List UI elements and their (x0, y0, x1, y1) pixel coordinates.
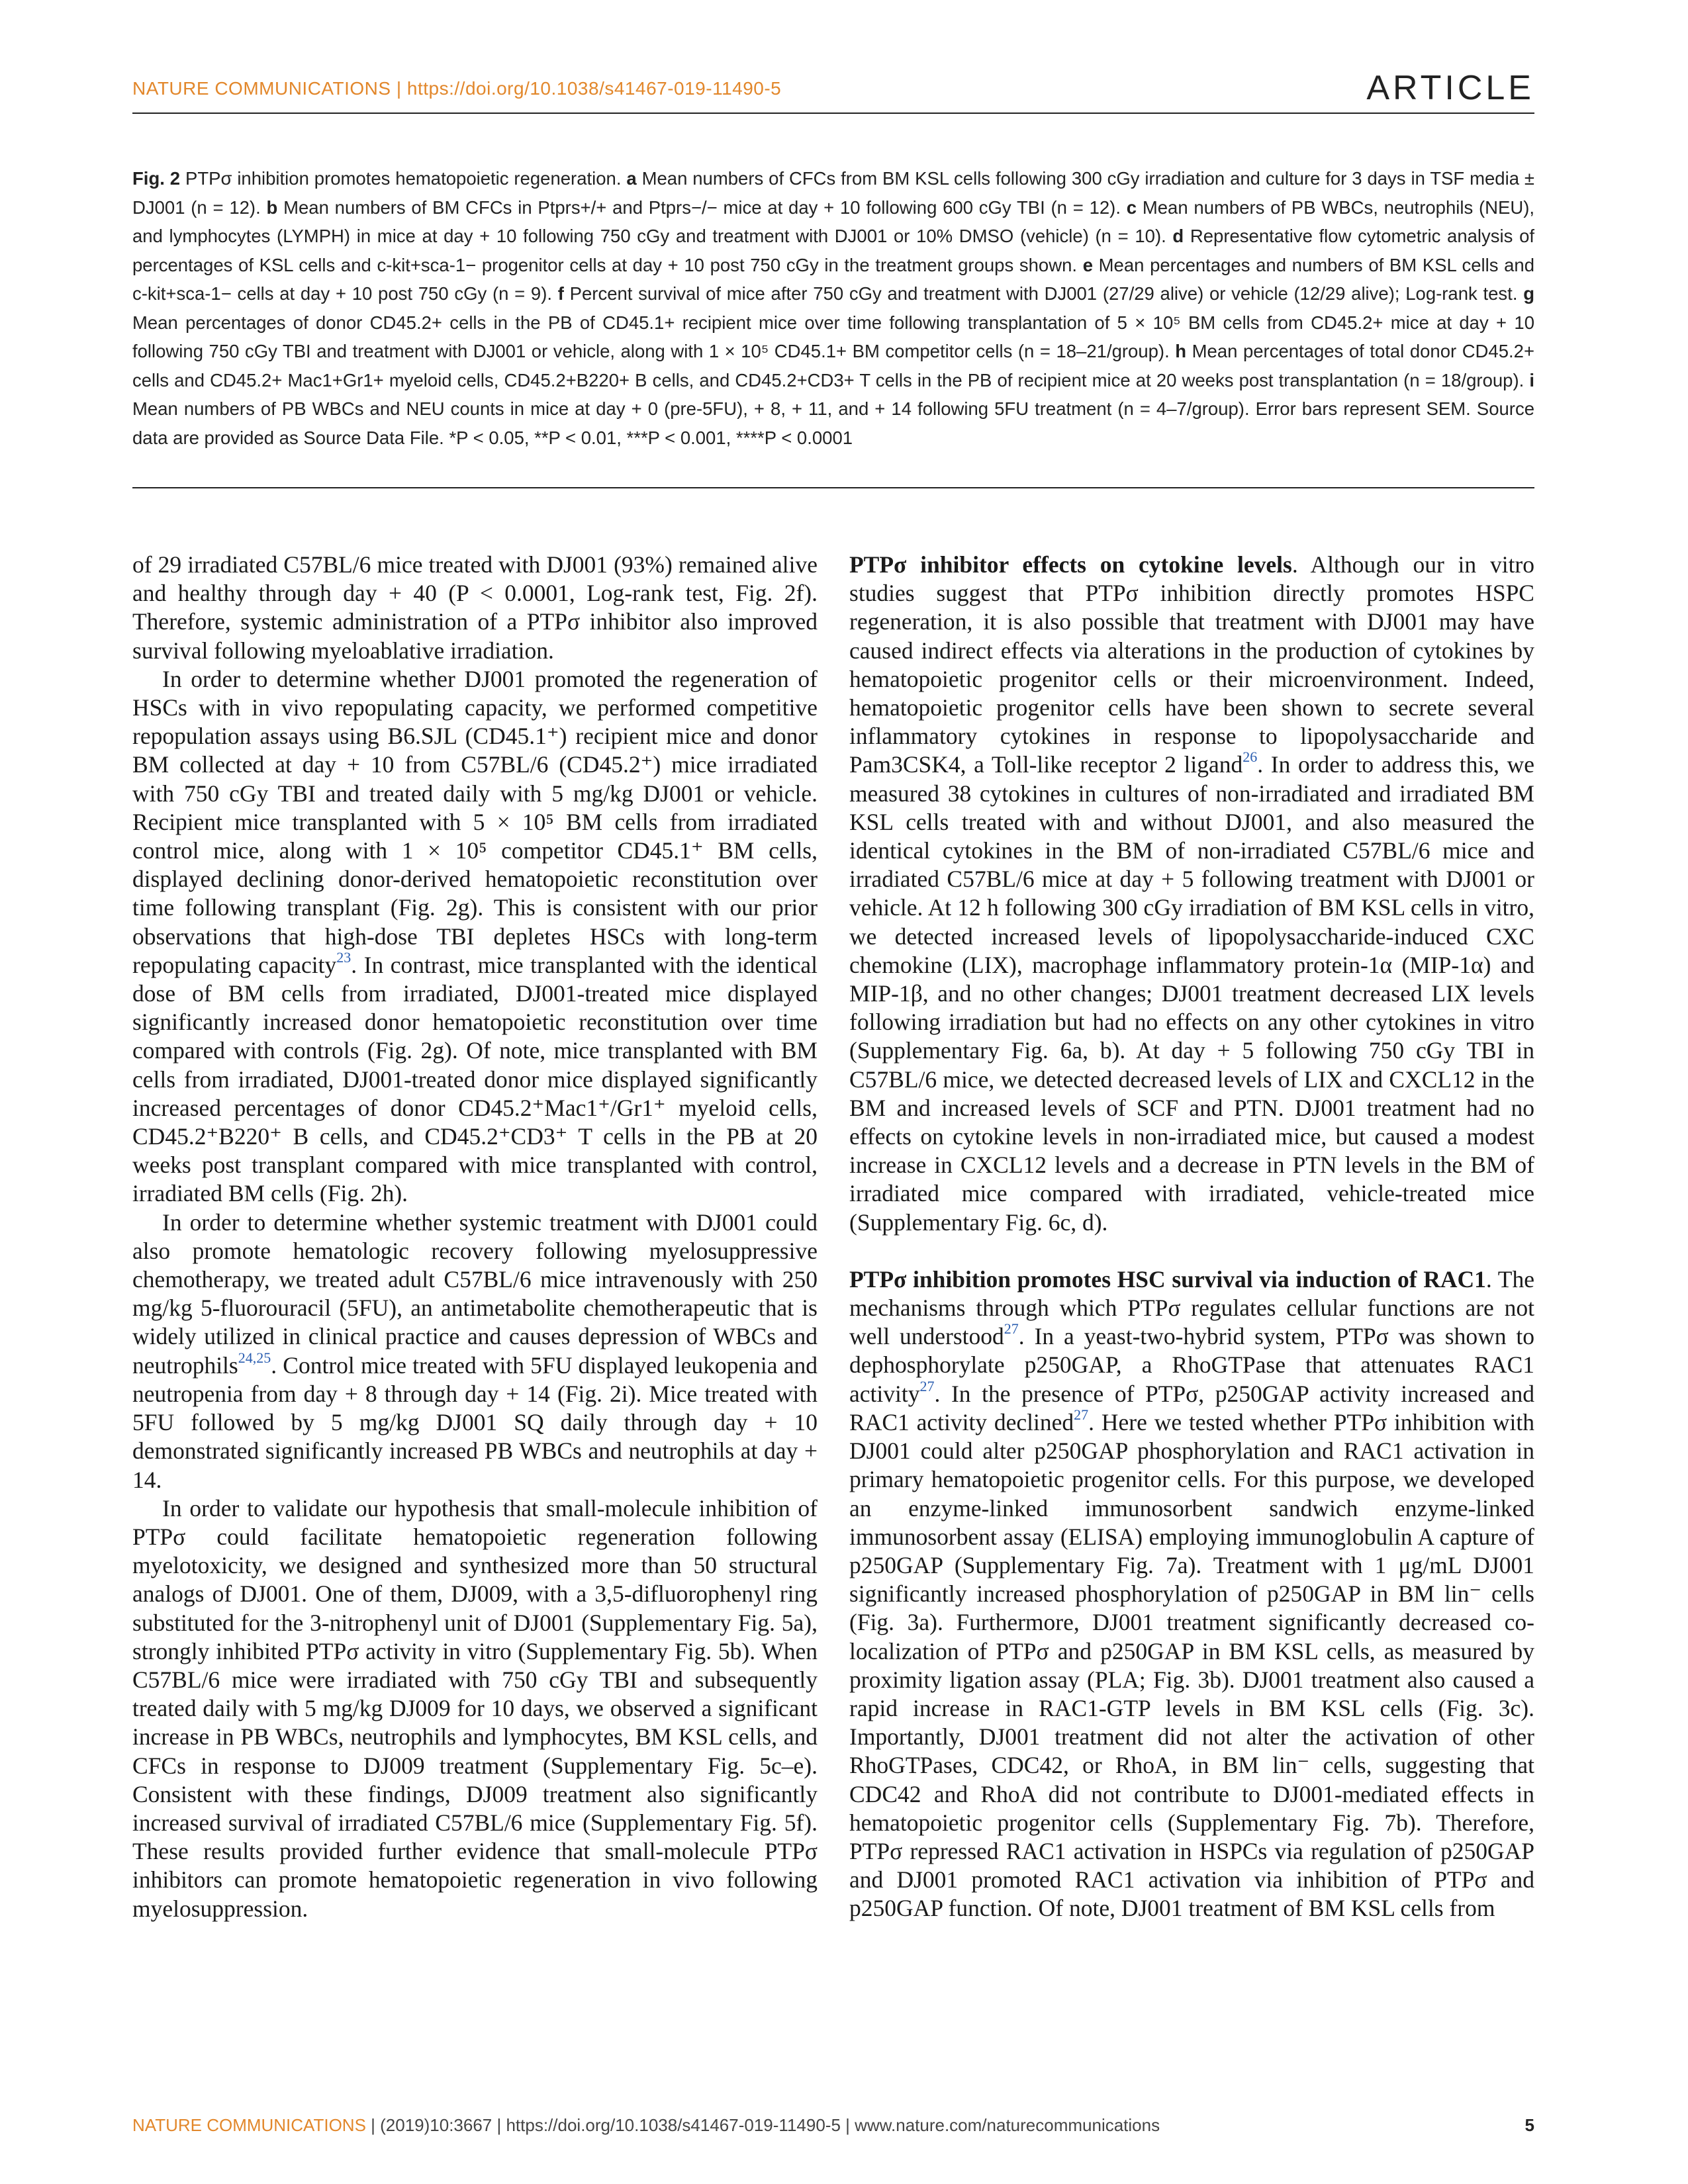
header-separator: | (391, 78, 407, 99)
citation-link[interactable]: 27 (919, 1377, 935, 1394)
paragraph: In order to validate our hypothesis that small-molecule inhibition of PTPσ could facilitate hematopoietic regeneration following myelotoxicity, we designed and synthesized more than 50 structural analogs of DJ001. One of them, DJ009, with a 3,5-difluorophenyl ring substituted for the 3-nitrophenyl unit of DJ001 (Supplementary Fig. 5a), strongly inhibited PTPσ activity in vitro (Supplementary Fig. 5b). When C57BL/6 mice were irradiated with 750 cGy TBI and subsequently treated daily with 5 mg/kg DJ009 for 10 days, we observed a significant increase in PB WBCs, neutrophils and lymphocytes, BM KSL cells, and CFCs in response to DJ009 treatment (Supplementary Fig. 5c–e). Consistent with these findings, DJ009 treatment also significantly increased survival of irradiated C57BL/6 mice (Supplementary Fig. 5f). These results provided further evidence that small-molecule PTPσ inhibitors can promote hematopoietic regeneration in vivo following myelosuppression. (132, 1494, 818, 1922)
running-header (132, 78, 781, 99)
body-column-left (132, 551, 818, 1923)
panel-text: Mean percentages of total donor CD45.2+ cells and CD45.2+ Mac1+Gr1+ myeloid cells, CD45.2+B220+ B cells, and CD45.2+CD3+ T cells in the PB of recipient mice at 20 weeks post transplantation (n = 18/group). (132, 341, 1534, 390)
panel-label: d (1172, 226, 1184, 246)
section-heading: PTPσ inhibitor effects on cytokine levels (849, 551, 1292, 578)
figure-title: PTPσ inhibition promotes hematopoietic regeneration. (180, 168, 627, 189)
panel-text: Percent survival of mice after 750 cGy and treatment with DJ001 (27/29 alive) or vehicle (12/29 alive); Log-rank test. (563, 283, 1524, 304)
paragraph-text: . Although our in vitro studies suggest that PTPσ inhibition directly promotes HSPC regeneration, it is also possible that treatment with DJ001 may have caused indirect effects via alterations in the production of cytokines by hematopoietic progenitor cells or their microenvironment. Indeed, hematopoietic progenitor cells have been shown to secrete several inflammatory cytokines in response to lipopolysaccharide and Pam3CSK4, a Toll-like receptor 2 ligand (849, 551, 1535, 778)
section-heading: PTPσ inhibition promotes HSC survival via induction of RAC1 (849, 1265, 1486, 1293)
citation-link[interactable]: 27 (1074, 1406, 1089, 1424)
citation-link[interactable]: 27 (1004, 1320, 1019, 1338)
paragraph: of 29 irradiated C57BL/6 mice treated with DJ001 (93%) remained alive and healthy through day + 40 (P < 0.0001, Log-rank test, Fig. 2f). Therefore, systemic administration of a PTPσ inhibitor also improved survival following myeloablative irradiation. (132, 551, 818, 664)
panel-label: g (1523, 283, 1534, 304)
journal-name: NATURE COMMUNICATIONS (132, 78, 391, 99)
citation-link[interactable]: 24,25 (238, 1349, 271, 1366)
page-footer (132, 2115, 1534, 2142)
panel-label: c (1126, 197, 1137, 218)
paragraph-text: . In the presence of PTPσ, p250GAP activity increased and RAC1 activity declined (849, 1380, 1534, 1435)
panel-text: Mean numbers of BM CFCs in Ptprs+/+ and Ptprs−/− mice at day + 10 following 600 cGy TBI (n = 12). (277, 197, 1127, 218)
citation-link[interactable]: 23 (336, 949, 352, 966)
body-column-right (849, 551, 1534, 1923)
panel-text: Mean numbers of PB WBCs, neutrophils (NEU), and lymphocytes (LYMPH) in mice at day + 10 following 750 cGy and treatment with DJ001 or 10% DMSO (vehicle) (n = 10). (132, 197, 1534, 246)
panel-label: b (266, 197, 278, 218)
page-number: 5 (1524, 2115, 1534, 2135)
figure-label: Fig. 2 (132, 168, 181, 189)
article-type-label: ARTICLE (1366, 69, 1534, 107)
figure-caption (132, 164, 1534, 452)
panel-label: a (626, 168, 637, 189)
paragraph-text: . In a yeast-two-hybrid system, PTPσ was shown to dephosphorylate p250GAP, a RhoGTPase that attenuates RAC1 activity (849, 1323, 1534, 1407)
citation-link[interactable]: 26 (1243, 749, 1258, 766)
paragraph-text: . Control mice treated with 5FU displayed leukopenia and neutropenia from day + 8 through day + 14 (Fig. 2i). Mice treated with 5FU followed by 5 mg/kg DJ001 SQ daily through day + 10 demonstrated significantly increased PB WBCs and neutrophils at day + 14. (132, 1351, 818, 1493)
header-divider (132, 113, 1534, 114)
panel-text: Representative flow cytometric analysis of percentages of KSL cells and c-kit+sca-1− progenitor cells at day + 10 post 750 cGy in the treatment groups shown. (132, 226, 1535, 275)
footer-citation: | (2019)10:3667 | https://doi.org/10.1038/s41467-019-11490-5 | www.nature.com/naturecommunications (365, 2115, 1160, 2135)
paragraph-text: In order to determine whether systemic treatment with DJ001 could also promote hematologic recovery following myelosuppressive chemotherapy, we treated adult C57BL/6 mice intravenously with 250 mg/kg 5-fluorouracil (5FU), an antimetabolite chemotherapeutic that is widely utilized in clinical practice and causes depression of WBCs and neutrophils (132, 1208, 818, 1379)
paragraph (132, 665, 818, 1208)
panel-label: h (1175, 341, 1187, 361)
panel-text: Mean percentages and numbers of BM KSL cells and c-kit+sca-1− cells at day + 10 post 750 cGy (n = 9). (132, 254, 1534, 304)
paragraph-text: . The mechanisms through which PTPσ regulates cellular functions are not well understood (849, 1265, 1534, 1350)
paragraph-text: . In order to address this, we measured 38 cytokines in cultures of non-irradiated and irradiated BM KSL cells treated with and without DJ001, and also measured the identical cytokines in the BM of non-irradiated C57BL/6 mice and irradiated C57BL/6 mice at day + 5 following treatment with DJ001 or vehicle. At 12 h following 300 cGy irradiation of BM KSL cells in vitro, we detected increased levels of lipopolysaccharide-induced CXC chemokine (LIX), macrophage inflammatory protein-1α (MIP-1α) and MIP-1β, and no other changes; DJ001 treatment decreased LIX levels following irradiation but had no effects on any other cytokines in vitro (Supplementary Fig. 6a, b). At day + 5 following 750 cGy TBI in C57BL/6 mice, we detected decreased levels of LIX and CXCL12 in the BM and increased levels of SCF and PTN. DJ001 treatment had no effects on cytokine levels in non-irradiated mice, but caused a modest increase in CXCL12 levels and a decrease in PTN levels in the BM of irradiated mice compared with irradiated, vehicle-treated mice (Supplementary Fig. 6c, d). (849, 751, 1534, 1236)
panel-text: Mean numbers of PB WBCs and NEU counts in mice at day + 0 (pre-5FU), + 8, + 11, and + 14 following 5FU treatment (n = 4–7/group). Error bars represent SEM. Source data are provided as Source Data File. *P < 0.05, **P < 0.01, ***P < 0.001, ****P < 0.0001 (132, 398, 1534, 448)
footer-journal-name: NATURE COMMUNICATIONS (132, 2115, 366, 2135)
caption-divider (132, 487, 1534, 488)
paragraph (132, 1208, 818, 1494)
paragraph-text: In order to determine whether DJ001 promoted the regeneration of HSCs with in vivo repopulating capacity, we performed competitive repopulation assays using B6.SJL (CD45.1⁺) recipient mice and donor BM collected at day + 10 from C57BL/6 (CD45.2⁺) mice irradiated with 750 cGy TBI and treated daily with 5 mg/kg DJ001 or vehicle. Recipient mice transplanted with 5 × 10⁵ BM cells from irradiated control mice, along with 1 × 10⁵ competitor CD45.1⁺ BM cells, displayed declining donor-derived hematopoietic reconstitution over time following transplant (Fig. 2g). This is consistent with our prior observations that high-dose TBI depletes HSCs with long-term repopulating capacity (132, 665, 818, 978)
panel-label: e (1082, 254, 1093, 275)
panel-label: f (557, 283, 564, 304)
panel-text: Mean percentages of donor CD45.2+ cells in the PB of CD45.1+ recipient mice over time following transplantation of 5 × 10⁵ BM cells from CD45.2+ mice at day + 10 following 750 cGy TBI and treatment with DJ001 or vehicle, along with 1 × 10⁵ CD45.1+ BM competitor cells (n = 18–21/group). (132, 312, 1534, 361)
doi-link[interactable]: https://doi.org/10.1038/s41467-019-11490-5 (406, 78, 782, 99)
paragraph-text: . In contrast, mice transplanted with the identical dose of BM cells from irradiated, DJ001-treated mice displayed significantly increased donor hematopoietic reconstitution over time compared with controls (Fig. 2g). Of note, mice transplanted with BM cells from irradiated, DJ001-treated donor mice displayed significantly increased percentages of donor CD45.2⁺Mac1⁺/Gr1⁺ myeloid cells, CD45.2⁺B220⁺ B cells, and CD45.2⁺CD3⁺ T cells in the PB at 20 weeks post transplant compared with mice transplanted with control, irradiated BM cells (Fig. 2h). (132, 951, 818, 1207)
paragraph-text: . Here we tested whether PTPσ inhibition with DJ001 could alter p250GAP phosphorylation and RAC1 activation in primary hematopoietic progenitor cells. For this purpose, we developed an enzyme-linked immunosorbent sandwich enzyme-linked immunosorbent assay (ELISA) employing immunoglobulin A capture of p250GAP (Supplementary Fig. 7a). Treatment with 1 μg/mL DJ001 significantly increased phosphorylation of p250GAP in BM lin⁻ cells (Fig. 3a). Furthermore, DJ001 treatment significantly decreased co-localization of PTPσ and p250GAP in BM KSL cells, as measured by proximity ligation assay (PLA; Fig. 3b). DJ001 treatment also caused a rapid increase in RAC1-GTP levels in BM KSL cells (Fig. 3c). Importantly, DJ001 treatment did not alter the activation of other RhoGTPases, CDC42, or RhoA, in BM lin⁻ cells, suggesting that CDC42 and RhoA did not contribute to DJ001-mediated effects in hematopoietic progenitor cells (Supplementary Fig. 7b). Therefore, PTPσ repressed RAC1 activation in HSPCs via regulation of p250GAP and DJ001 promoted RAC1 activation via inhibition of PTPσ and p250GAP function. Of note, DJ001 treatment of BM KSL cells from (849, 1408, 1534, 1922)
panel-text: Mean numbers of CFCs from BM KSL cells following 300 cGy irradiation and culture for 3 days in TSF media ± DJ001 (n = 12). (132, 168, 1534, 218)
panel-label: i (1529, 369, 1534, 390)
